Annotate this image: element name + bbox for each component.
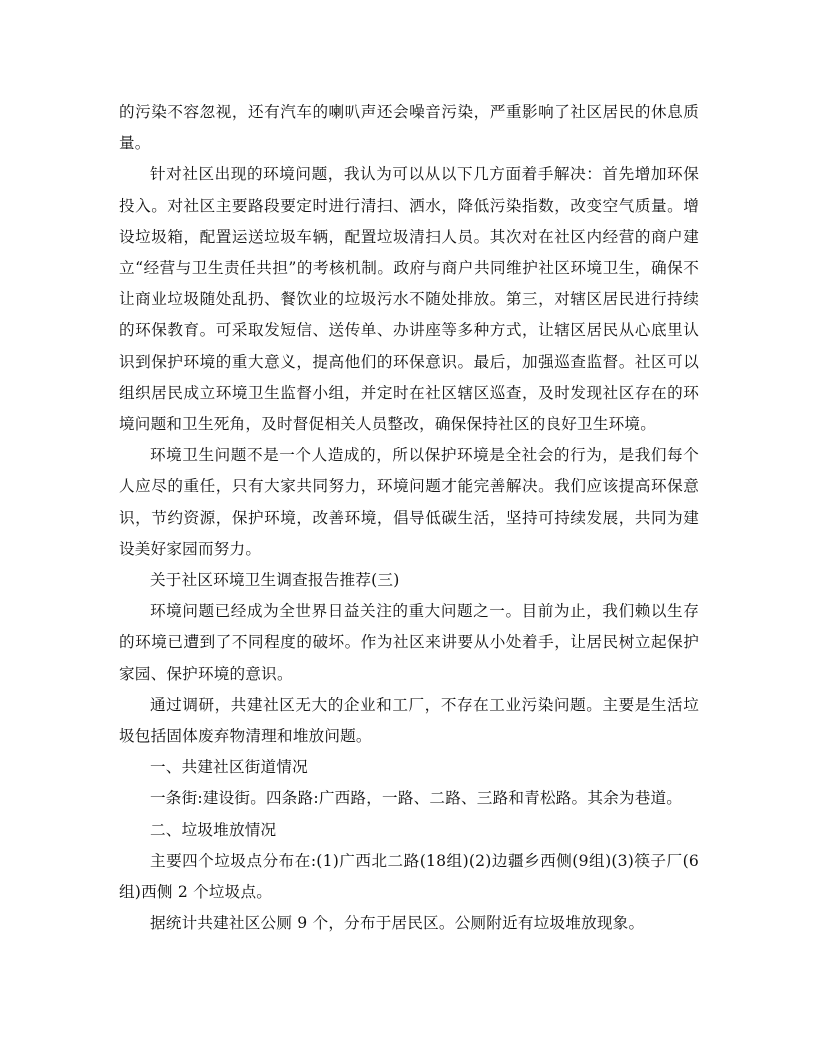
paragraph-intro-continuation: 的污染不容忽视，还有汽车的喇叭声还会噪音污染，严重影响了社区居民的休息质量。 xyxy=(119,103,699,153)
heading-streets: 一、共建社区街道情况 xyxy=(150,758,308,777)
paragraph-environment-issue: 环境问题已经成为全世界日益关注的重大问题之一。目前为止，我们赖以生存的环境已遭到了不同程度的破坏。作为社区来讲要从小处着手，让居民树立起保护家园、保护环境的意识。 xyxy=(119,602,699,683)
paragraph-toilets: 据统计共建社区公厕 9 个，分布于居民区。公厕附近有垃圾堆放现象。 xyxy=(150,914,645,933)
paragraph-conclusion: 环境卫生问题不是一个人造成的，所以保护环境是全社会的行为，是我们每个人应尽的重任，只有大家共同努力，环境问题才能完善解决。我们应该提高环保意识，节约资源，保护环境，改善环境，倡导低碳生活，坚持可持续发展，共同为建设美好家园而努力。 xyxy=(119,446,699,558)
paragraph-streets: 一条街:建设街。四条路:广西路，一路、二路、三路和青松路。其余为巷道。 xyxy=(150,789,683,808)
document-page xyxy=(119,97,699,939)
section-title: 关于社区环境卫生调查报告推荐(三) xyxy=(150,571,400,590)
paragraph-garbage-points: 主要四个垃圾点分布在:(1)广西北二路(18组)(2)边疆乡西侧(9组)(3)筷子厂(6组)西侧 2 个垃圾点。 xyxy=(119,851,699,902)
heading-garbage: 二、垃圾堆放情况 xyxy=(150,820,277,839)
paragraph-survey: 通过调研，共建社区无大的企业和工厂，不存在工业污染问题。主要是生活垃圾包括固体废弃物清理和堆放问题。 xyxy=(119,695,699,746)
paragraph-solutions: 针对社区出现的环境问题，我认为可以从以下几方面着手解决：首先增加环保投入。对社区主要路段要定时进行清扫、洒水，降低污染指数，改变空气质量。增设垃圾箱，配置运送垃圾车辆，配置垃圾清扫人员。其次对在社区内经营的商户建立“经营与卫生责任共担”的考核机制。政府与商户共同维护社区环境卫生，确保不让商业垃圾随处乱扔、餐饮业的垃圾污水不随处排放。第三，对辖区居民进行持续的环保教育。可采取发短信、送传单、办讲座等多种方式，让辖区居民从心底里认识到保护环境的重大意义，提高他们的环保意识。最后，加强巡查监督。社区可以组织居民成立环境卫生监督小组，并定时在社区辖区巡查，及时发现社区存在的环境问题和卫生死角，及时督促相关人员整改，确保保持社区的良好卫生环境。 xyxy=(119,165,699,434)
